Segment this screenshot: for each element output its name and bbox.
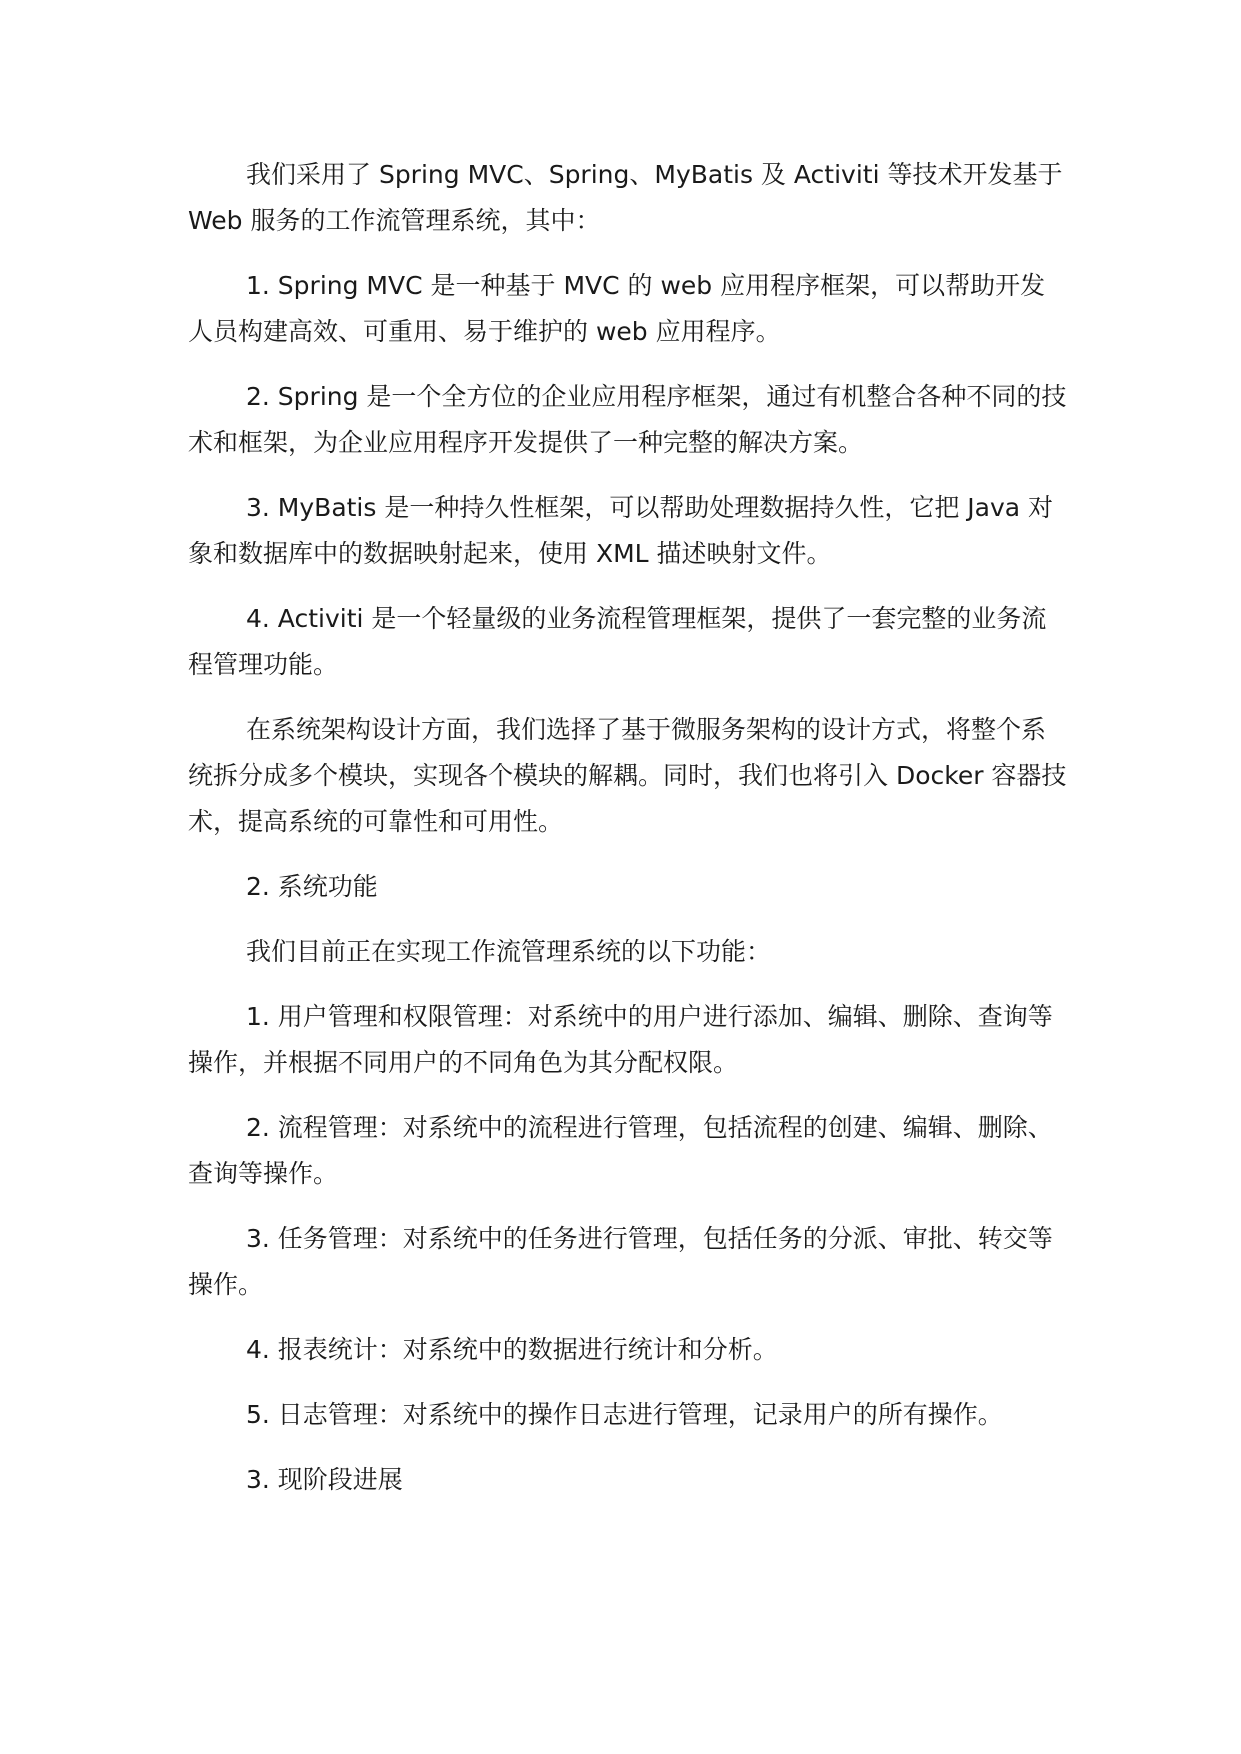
intro-paragraph: 我们采用了 Spring MVC、Spring、MyBatis 及 Activiti 等技术开发基于 Web 服务的工作流管理系统，其中： xyxy=(188,160,1063,235)
list-item-task-management: 3. 任务管理：对系统中的任务进行管理，包括任务的分派、审批、转交等操作。 xyxy=(188,1224,1053,1299)
list-item-process-management: 2. 流程管理：对系统中的流程进行管理，包括流程的创建、编辑、删除、查询等操作。 xyxy=(188,1113,1053,1188)
list-item-activiti: 4. Activiti 是一个轻量级的业务流程管理框架，提供了一套完整的业务流程管理功能。 xyxy=(188,604,1047,679)
list-item-mybatis: 3. MyBatis 是一种持久性框架，可以帮助处理数据持久性，它把 Java 对象和数据库中的数据映射起来，使用 XML 描述映射文件。 xyxy=(188,493,1054,568)
architecture-paragraph: 在系统架构设计方面，我们选择了基于微服务架构的设计方式，将整个系统拆分成多个模块，实现各个模块的解耦。同时，我们也将引入 Docker 容器技术，提高系统的可靠性和可用性。 xyxy=(188,715,1067,836)
section-heading-current-progress: 3. 现阶段进展 xyxy=(246,1465,403,1494)
functions-intro-paragraph: 我们目前正在实现工作流管理系统的以下功能： xyxy=(246,937,772,966)
list-item-user-management: 1. 用户管理和权限管理：对系统中的用户进行添加、编辑、删除、查询等操作，并根据不同用户的不同角色为其分配权限。 xyxy=(188,1002,1053,1077)
section-heading-system-functions: 2. 系统功能 xyxy=(246,872,378,901)
list-item-log-management: 5. 日志管理：对系统中的操作日志进行管理，记录用户的所有操作。 xyxy=(246,1400,1003,1429)
list-item-report-statistics: 4. 报表统计：对系统中的数据进行统计和分析。 xyxy=(246,1335,778,1364)
document-body xyxy=(188,152,1068,1522)
list-item-spring-mvc: 1. Spring MVC 是一种基于 MVC 的 web 应用程序框架，可以帮助开发人员构建高效、可重用、易于维护的 web 应用程序。 xyxy=(188,271,1046,346)
list-item-spring: 2. Spring 是一个全方位的企业应用程序框架，通过有机整合各种不同的技术和框架，为企业应用程序开发提供了一种完整的解决方案。 xyxy=(188,382,1067,457)
